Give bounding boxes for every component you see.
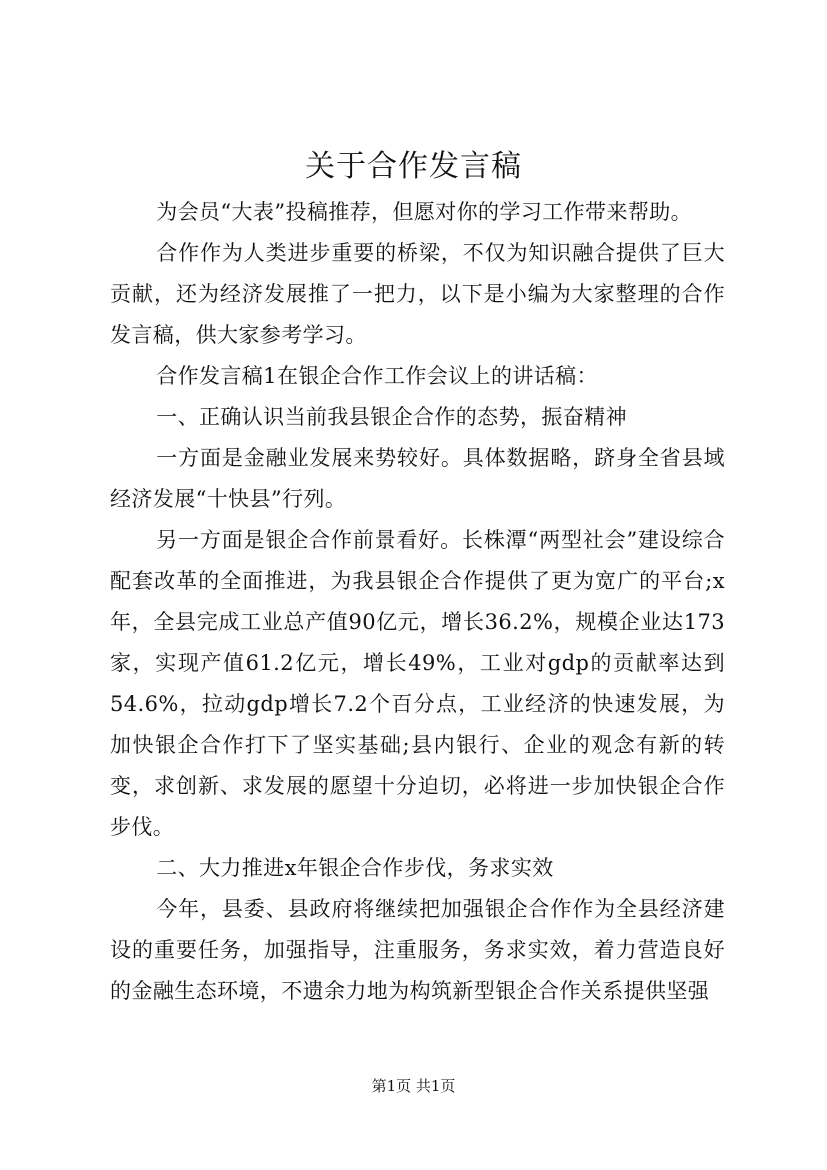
paragraph-cooperation-outlook: 另一方面是银企合作前景看好。长株潭“两型社会”建设综合配套改革的全面推进，为我县银企合作提供了更为宽广的平台;x年，全县完成工业总产值90亿元，增长36.2%，规模企业达173家，实现产值61.2亿元，增长49%，工业对gdp的贡献率达到54.6%，拉动gdp增长7.2个百分点，工业经济的快速发展，为加快银企合作打下了坚实基础;县内银行、企业的观念有新的转变，求创新、求发展的愿望十分迫切，必将进一步加快银企合作步伐。 bbox=[110, 528, 725, 839]
paragraph-this-year: 今年，县委、县政府将继续把加强银企合作作为全县经济建设的重要任务，加强指导，注重服务，务求实效，着力营造良好的金融生态环境，不遗余力地为构筑新型银企合作关系提供坚强 bbox=[110, 897, 725, 1003]
section-heading-2: 二、大力推进x年银企合作步伐，务求实效 bbox=[156, 856, 554, 880]
paragraph-summary: 合作作为人类进步重要的桥梁，不仅为知识融合提供了巨大贡献，还为经济发展推了一把力，以下是小编为大家整理的合作发言稿，供大家参考学习。 bbox=[110, 241, 725, 347]
paragraph-intro: 为会员“大表”投稿推荐，但愿对你的学习工作带来帮助。 bbox=[156, 200, 693, 224]
paragraph-speech-heading: 合作发言稿1在银企合作工作会议上的讲话稿： bbox=[156, 364, 598, 388]
paragraph-finance: 一方面是金融业发展来势较好。具体数据略，跻身全省县域经济发展“十快县”行列。 bbox=[110, 446, 725, 511]
page-footer: 第1页 共1页 bbox=[371, 1077, 456, 1095]
document-title: 关于合作发言稿 bbox=[305, 149, 522, 184]
section-heading-1: 一、正确认识当前我县银企合作的态势，振奋精神 bbox=[156, 405, 627, 429]
document-body bbox=[110, 192, 725, 1012]
